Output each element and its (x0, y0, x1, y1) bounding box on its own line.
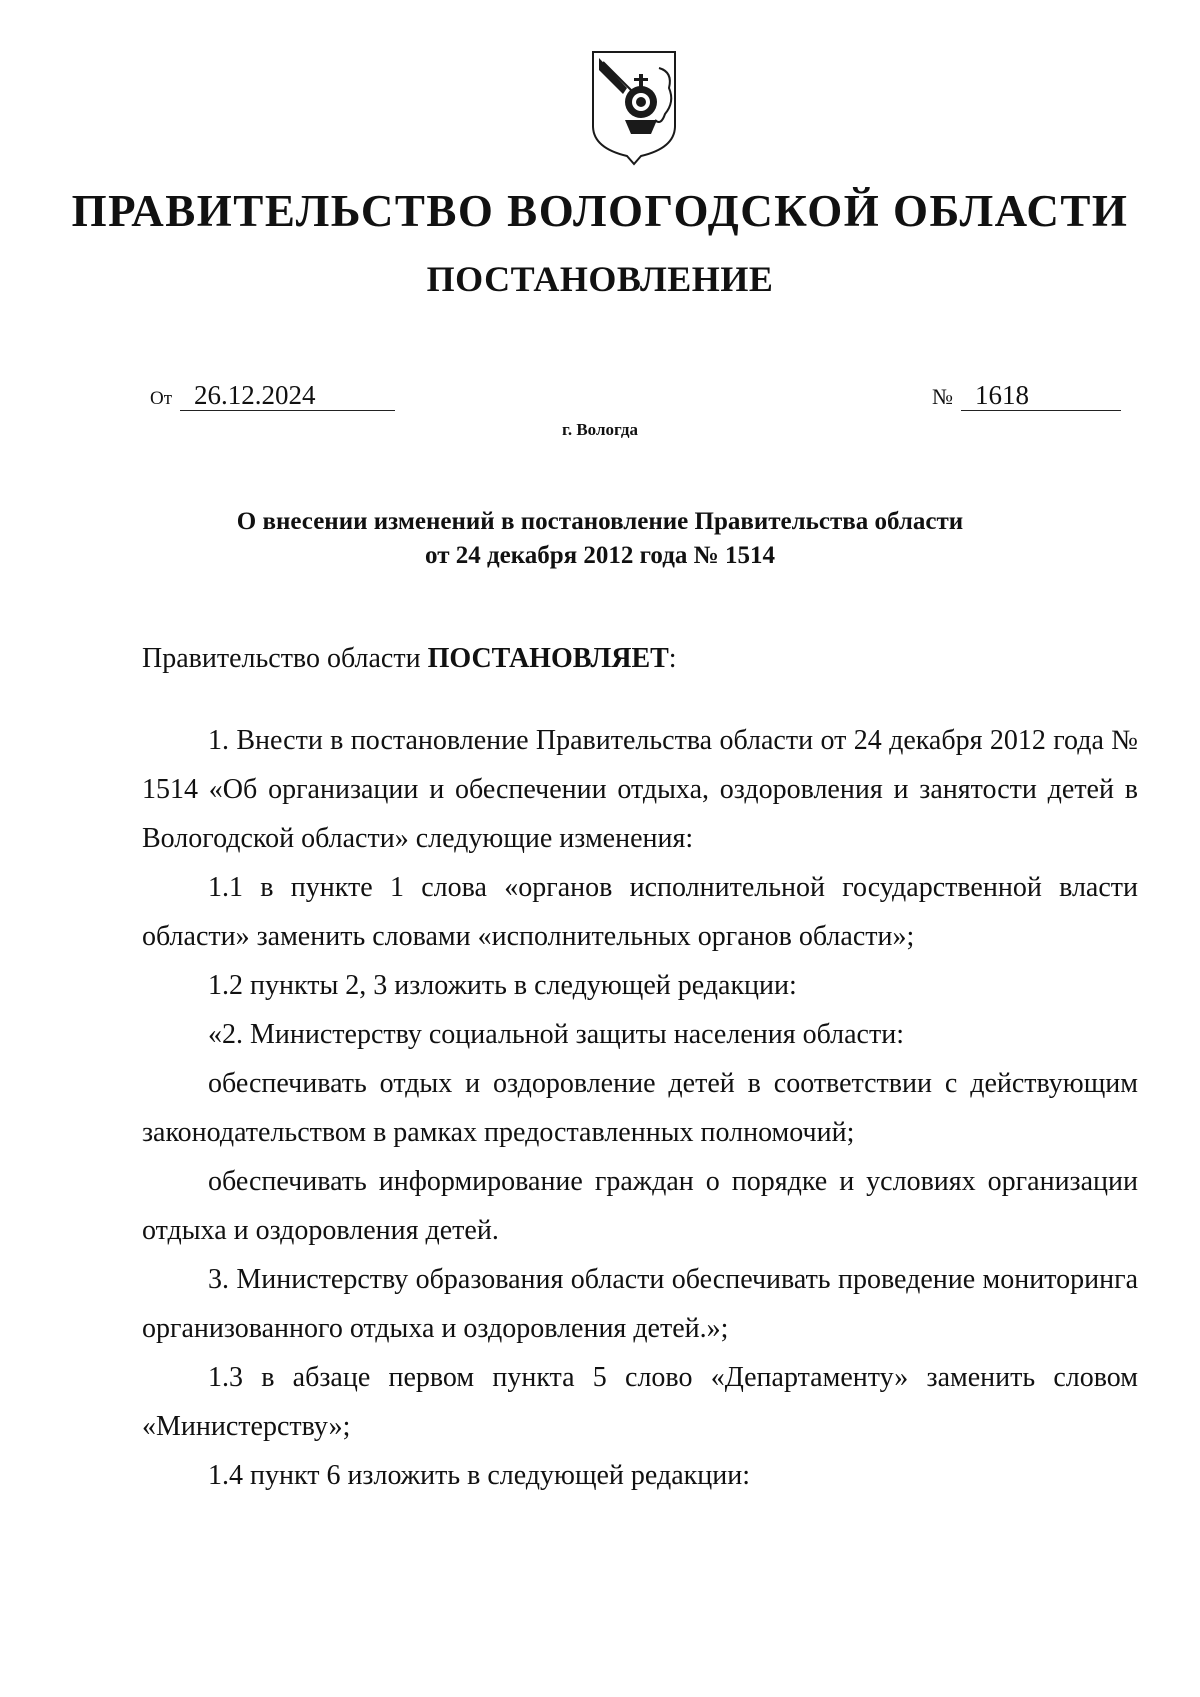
document-number (932, 380, 1121, 411)
paragraph-1-1: 1.1 в пункте 1 слова «органов исполнительной государственной власти области» заменить словами «исполнительных органов области»; (142, 872, 1138, 952)
government-title: ПРАВИТЕЛЬСТВО ВОЛОГОДСКОЙ ОБЛАСТИ (71, 186, 1129, 236)
city: г. Вологда (562, 420, 638, 439)
paragraph-quote-2: «2. Министерству социальной защиты населения области: (208, 1019, 904, 1050)
document-subject (0, 505, 1200, 573)
paragraph-1: 1. Внести в постановление Правительства области от 24 декабря 2012 года № 1514 «Об организации и обеспечении отдыха, оздоровления и занятости детей в Вологодской области» следующие изменения: (142, 725, 1138, 854)
paragraph-quote-3: 3. Министерству образования области обеспечивать проведение мониторинга организованного отдыха и оздоровления детей.»; (142, 1264, 1138, 1344)
document-type: ПОСТАНОВЛЕНИЕ (426, 259, 774, 299)
paragraph-quote-2-b: обеспечивать информирование граждан о порядке и условиях организации отдыха и оздоровления детей. (142, 1166, 1138, 1246)
intro-text: Правительство области (142, 643, 428, 674)
number-value: 1618 (961, 380, 1121, 411)
coat-of-arms-icon (589, 48, 679, 166)
intro-keyword: ПОСТАНОВЛЯЕТ (427, 643, 669, 674)
date-value: 26.12.2024 (180, 380, 395, 411)
document-date (150, 380, 395, 411)
intro-paragraph (142, 634, 1138, 683)
paragraph-1-4: 1.4 пункт 6 изложить в следующей редакции: (208, 1460, 750, 1491)
document-body (142, 634, 1138, 1500)
paragraph-quote-2-a: обеспечивать отдых и оздоровление детей в соответствии с действующим законодательством в рамках предоставленных полномочий; (142, 1068, 1138, 1148)
date-prefix: От (150, 388, 173, 409)
paragraph-1-3: 1.3 в абзаце первом пункта 5 слово «Департаменту» заменить словом «Министерству»; (142, 1362, 1138, 1442)
number-prefix: № (932, 384, 953, 409)
paragraph-1-2: 1.2 пункты 2, 3 изложить в следующей редакции: (208, 970, 797, 1001)
subject-line-2: от 24 декабря 2012 года № 1514 (425, 542, 775, 569)
subject-line-1: О внесении изменений в постановление Правительства области (236, 508, 964, 535)
intro-tail: : (668, 643, 677, 674)
